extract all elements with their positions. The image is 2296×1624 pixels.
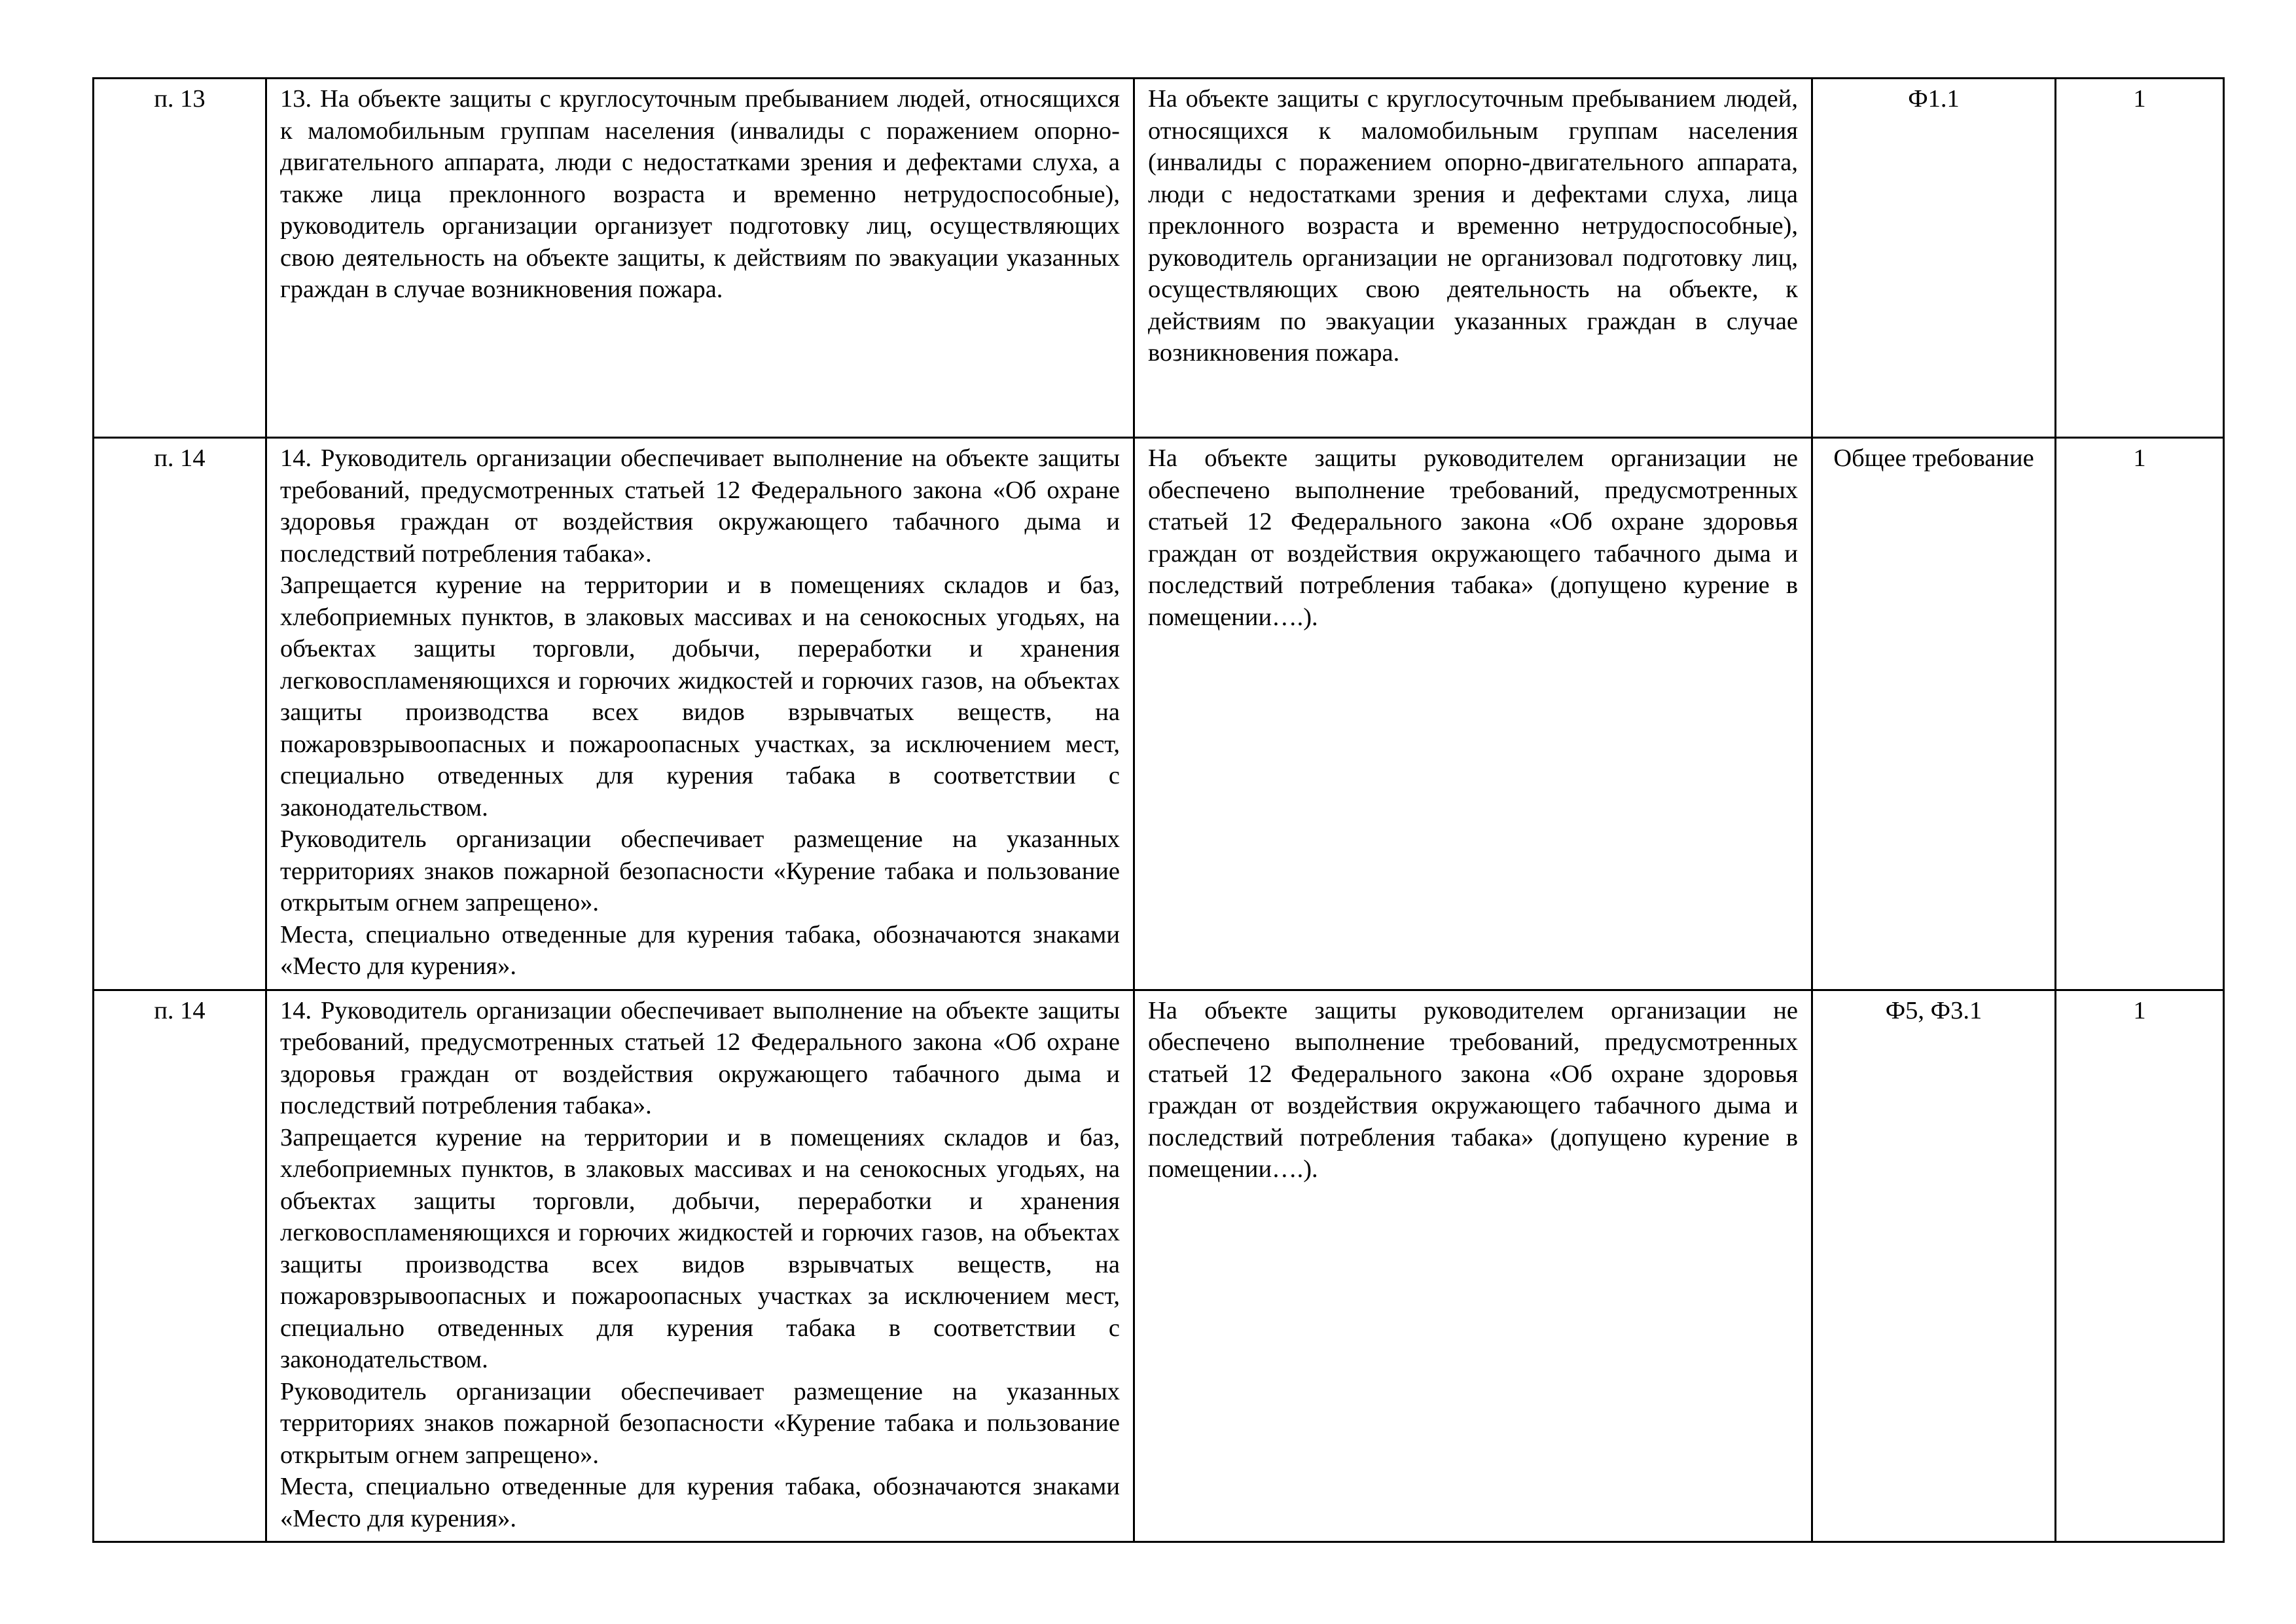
- requirement-paragraph: Места, специально отведенные для курения табака, обозначаются знаками «Место для курения».: [280, 920, 1120, 980]
- count-cell: 1: [2056, 79, 2224, 438]
- requirement-cell: [266, 79, 1134, 438]
- table-row: [94, 990, 2224, 1542]
- requirement-paragraph: Руководитель организации обеспечивает размещение на указанных территориях знаков пожарной безопасности «Курение табака и пользование открытым огнем запрещено».: [280, 825, 1120, 916]
- requirement-paragraph: Руководитель организации обеспечивает размещение на указанных территориях знаков пожарной безопасности «Курение табака и пользование открытым огнем запрещено».: [280, 1377, 1120, 1469]
- requirement-cell: [266, 438, 1134, 990]
- table-row: [94, 438, 2224, 990]
- class-cell: Общее требование: [1812, 438, 2056, 990]
- class-cell: Ф1.1: [1812, 79, 2056, 438]
- requirement-cell: [266, 990, 1134, 1542]
- clause-cell: п. 13: [94, 79, 266, 438]
- count-cell: 1: [2056, 990, 2224, 1542]
- requirements-table: [92, 77, 2225, 1543]
- count-cell: 1: [2056, 438, 2224, 990]
- requirement-paragraph: 14. Руководитель организации обеспечивает выполнение на объекте защиты требований, предусмотренных статьей 12 Федерального закона «Об охране здоровья граждан от воздействия окружающего табачного дыма и последствий потребления табака».: [280, 996, 1120, 1119]
- requirement-paragraph: Запрещается курение на территории и в помещениях складов и баз, хлебоприемных пунктов, в злаковых массивах и на сенокосных угодьях, на объектах защиты торговли, добычи, переработки и хранения легковоспламеняющихся и горючих жидкостей и горючих газов, на объектах защиты производства всех видов взрывчатых веществ, на пожаровзрывоопасных и пожароопасных участках, за исключением мест, специально отведенных для курения табака в соответствии с законодательством.: [280, 571, 1120, 821]
- clause-cell: п. 14: [94, 990, 266, 1542]
- clause-cell: п. 14: [94, 438, 266, 990]
- requirement-paragraph: Места, специально отведенные для курения табака, обозначаются знаками «Место для курения».: [280, 1473, 1120, 1532]
- requirement-paragraph: 14. Руководитель организации обеспечивает выполнение на объекте защиты требований, предусмотренных статьей 12 Федерального закона «Об охране здоровья граждан от воздействия окружающего табачного дыма и последствий потребления табака».: [280, 444, 1120, 568]
- requirement-paragraph: Запрещается курение на территории и в помещениях складов и баз, хлебоприемных пунктов, в злаковых массивах и на сенокосных угодьях, на объектах защиты торговли, добычи, переработки и хранения легковоспламеняющихся и горючих жидкостей и горючих газов, на объектах защиты производства всех видов взрывчатых веществ, на пожаровзрывоопасных и пожароопасных участках за исключением мест, специально отведенных для курения табака в соответствии с законодательством.: [280, 1123, 1120, 1373]
- requirement-paragraph: 13. На объекте защиты с круглосуточным пребыванием людей, относящихся к маломобильным группам населения (инвалиды с поражением опорно-двигательного аппарата, люди с недостатками зрения и дефектами слуха, а также лица преклонного возраста и временно нетрудоспособные), руководитель организации организует подготовку лиц, осуществляющих свою деятельность на объекте защиты, к действиям по эвакуации указанных граждан в случае возникновения пожара.: [280, 85, 1120, 303]
- violation-cell: На объекте защиты с круглосуточным пребыванием людей, относящихся к маломобильным группам населения (инвалиды с поражением опорно-двигательного аппарата, люди с недостатками зрения и дефектами слуха, лица преклонного возраста и временно нетрудоспособные), руководитель организации не организовал подготовку лиц, осуществляющих свою деятельность на объекте, к действиям по эвакуации указанных граждан в случае возникновения пожара.: [1134, 79, 1812, 438]
- violation-cell: На объекте защиты руководителем организации не обеспечено выполнение требований, предусмотренных статьей 12 Федерального закона «Об охране здоровья граждан от воздействия окружающего табачного дыма и последствий потребления табака» (допущено курение в помещении….).: [1134, 438, 1812, 990]
- violation-cell: На объекте защиты руководителем организации не обеспечено выполнение требований, предусмотренных статьей 12 Федерального закона «Об охране здоровья граждан от воздействия окружающего табачного дыма и последствий потребления табака» (допущено курение в помещении….).: [1134, 990, 1812, 1542]
- table-row: [94, 79, 2224, 438]
- class-cell: Ф5, Ф3.1: [1812, 990, 2056, 1542]
